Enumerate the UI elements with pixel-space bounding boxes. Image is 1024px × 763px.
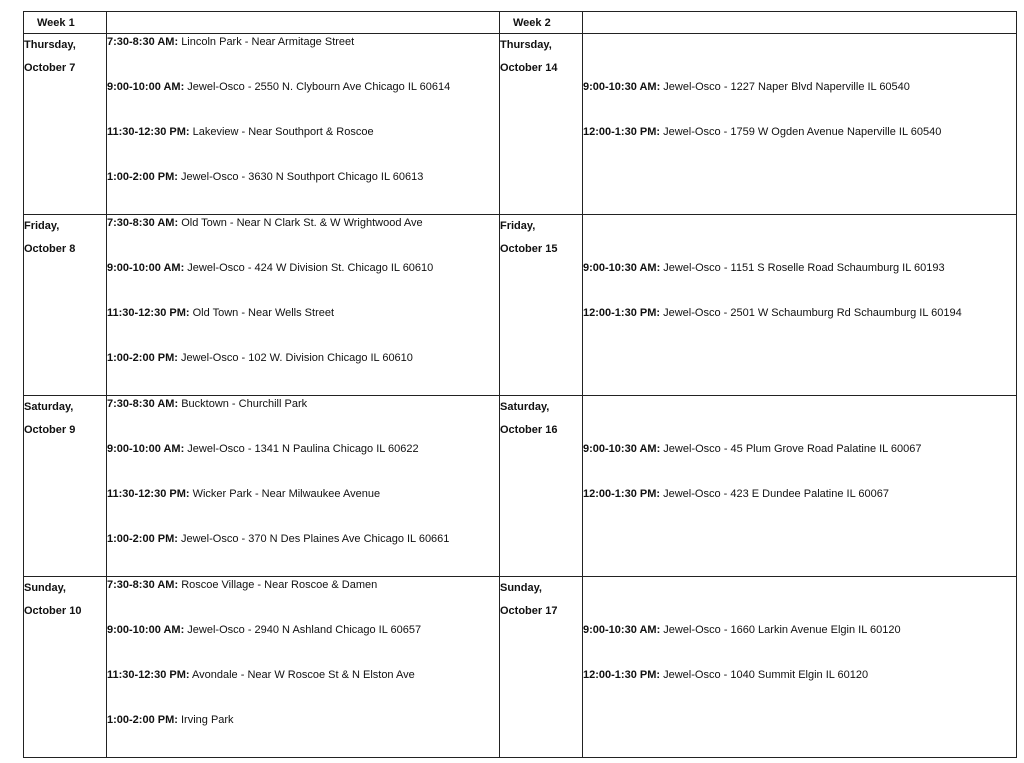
event-time: 7:30-8:30 AM: xyxy=(107,36,179,48)
week2-day-cell xyxy=(500,577,583,758)
event-entry xyxy=(107,124,499,169)
week1-events-cell xyxy=(107,215,500,396)
event-location: Old Town - Near N Clark St. & W Wrightwood Ave xyxy=(181,217,423,229)
week1-events-cell xyxy=(107,34,500,215)
event-entry xyxy=(107,169,499,214)
week2-header: Week 2 xyxy=(500,12,583,34)
event-entry xyxy=(107,577,499,622)
event-entry xyxy=(107,441,499,486)
event-entry xyxy=(107,396,499,441)
event-time: 9:00-10:30 AM: xyxy=(583,81,661,93)
event-entry xyxy=(583,667,1016,712)
week2-day-cell xyxy=(500,215,583,396)
event-location: Jewel-Osco - 1660 Larkin Avenue Elgin IL 60120 xyxy=(663,624,901,636)
event-entry xyxy=(107,34,499,79)
day-date: October 15 xyxy=(500,242,558,255)
event-entry xyxy=(583,622,1016,667)
day-weekday: Saturday, xyxy=(24,401,74,413)
event-location: Jewel-Osco - 102 W. Division Chicago IL 60610 xyxy=(180,352,413,364)
event-location: Jewel-Osco - 424 W Division St. Chicago IL 60610 xyxy=(187,262,434,274)
week2-events-cell xyxy=(583,396,1017,577)
schedule-table xyxy=(23,11,1017,758)
event-location: Irving Park xyxy=(180,714,234,726)
event-entry xyxy=(107,305,499,350)
week2-events-cell xyxy=(583,215,1017,396)
event-location: Avondale - Near W Roscoe St & N Elston Ave xyxy=(192,669,415,681)
event-time: 11:30-12:30 PM: xyxy=(107,126,190,138)
event-entry xyxy=(107,486,499,531)
day-date: October 14 xyxy=(500,61,558,74)
day-weekday: Friday, xyxy=(500,220,536,232)
event-location: Bucktown - Churchill Park xyxy=(181,398,308,410)
event-entry xyxy=(107,215,499,260)
week1-day-cell xyxy=(24,577,107,758)
event-time: 7:30-8:30 AM: xyxy=(107,398,179,410)
event-location: Jewel-Osco - 423 E Dundee Palatine IL 60067 xyxy=(663,488,889,500)
event-entry xyxy=(107,531,499,576)
day-weekday: Sunday, xyxy=(500,582,542,594)
day-weekday: Thursday, xyxy=(24,39,76,51)
week1-header: Week 1 xyxy=(24,12,107,34)
event-time: 12:00-1:30 PM: xyxy=(583,307,661,319)
event-entry xyxy=(583,305,1016,350)
week2-events-cell xyxy=(583,34,1017,215)
event-time: 1:00-2:00 PM: xyxy=(107,714,178,726)
event-location: Jewel-Osco - 1227 Naper Blvd Naperville IL 60540 xyxy=(663,81,910,93)
week2-events-cell xyxy=(583,577,1017,758)
event-entry xyxy=(583,79,1016,124)
event-time: 1:00-2:00 PM: xyxy=(107,171,178,183)
event-time: 7:30-8:30 AM: xyxy=(107,579,179,591)
week1-events-cell xyxy=(107,577,500,758)
event-time: 12:00-1:30 PM: xyxy=(583,669,661,681)
event-time: 9:00-10:30 AM: xyxy=(583,262,661,274)
day-date: October 16 xyxy=(500,423,558,436)
event-time: 9:00-10:00 AM: xyxy=(107,81,185,93)
week2-header-blank xyxy=(583,12,1017,34)
day-row xyxy=(24,396,1017,577)
event-time: 12:00-1:30 PM: xyxy=(583,126,661,138)
event-time: 9:00-10:30 AM: xyxy=(583,443,661,455)
day-row xyxy=(24,577,1017,758)
event-entry xyxy=(107,260,499,305)
event-location: Jewel-Osco - 1151 S Roselle Road Schaumburg IL 60193 xyxy=(663,262,945,274)
event-location: Lakeview - Near Southport & Roscoe xyxy=(192,126,374,138)
day-weekday: Friday, xyxy=(24,220,60,232)
event-time: 9:00-10:00 AM: xyxy=(107,624,185,636)
event-time: 11:30-12:30 PM: xyxy=(107,307,190,319)
event-time: 9:00-10:00 AM: xyxy=(107,443,185,455)
event-time: 1:00-2:00 PM: xyxy=(107,352,178,364)
day-row xyxy=(24,34,1017,215)
event-time: 11:30-12:30 PM: xyxy=(107,669,190,681)
event-location: Jewel-Osco - 1759 W Ogden Avenue Naperville IL 60540 xyxy=(663,126,942,138)
event-time: 9:00-10:30 AM: xyxy=(583,624,661,636)
event-entry xyxy=(107,79,499,124)
event-time: 9:00-10:00 AM: xyxy=(107,262,185,274)
event-entry xyxy=(583,124,1016,169)
week1-header-blank xyxy=(107,12,500,34)
day-weekday: Saturday, xyxy=(500,401,550,413)
event-location: Jewel-Osco - 2940 N Ashland Chicago IL 60657 xyxy=(187,624,422,636)
week1-day-cell xyxy=(24,215,107,396)
header-row xyxy=(24,12,1017,34)
day-date: October 8 xyxy=(24,242,76,255)
day-date: October 9 xyxy=(24,423,76,436)
event-entry xyxy=(107,622,499,667)
event-time: 11:30-12:30 PM: xyxy=(107,488,190,500)
event-entry xyxy=(583,441,1016,486)
event-entry xyxy=(107,712,499,757)
event-entry xyxy=(583,260,1016,305)
event-location: Wicker Park - Near Milwaukee Avenue xyxy=(192,488,381,500)
event-time: 12:00-1:30 PM: xyxy=(583,488,661,500)
week1-day-cell xyxy=(24,396,107,577)
event-entry xyxy=(583,486,1016,531)
event-location: Roscoe Village - Near Roscoe & Damen xyxy=(181,579,378,591)
day-weekday: Sunday, xyxy=(24,582,66,594)
week1-day-cell xyxy=(24,34,107,215)
event-time: 7:30-8:30 AM: xyxy=(107,217,179,229)
event-location: Old Town - Near Wells Street xyxy=(192,307,335,319)
event-location: Jewel-Osco - 1341 N Paulina Chicago IL 60622 xyxy=(187,443,419,455)
event-location: Jewel-Osco - 3630 N Southport Chicago IL 60613 xyxy=(180,171,424,183)
week2-day-cell xyxy=(500,34,583,215)
day-date: October 17 xyxy=(500,604,558,617)
day-weekday: Thursday, xyxy=(500,39,552,51)
event-time: 1:00-2:00 PM: xyxy=(107,533,178,545)
event-location: Lincoln Park - Near Armitage Street xyxy=(181,36,355,48)
event-location: Jewel-Osco - 1040 Summit Elgin IL 60120 xyxy=(663,669,869,681)
schedule-body xyxy=(24,12,1017,758)
day-date: October 10 xyxy=(24,604,82,617)
week1-events-cell xyxy=(107,396,500,577)
event-location: Jewel-Osco - 370 N Des Plaines Ave Chicago IL 60661 xyxy=(180,533,450,545)
event-location: Jewel-Osco - 45 Plum Grove Road Palatine IL 60067 xyxy=(663,443,922,455)
event-location: Jewel-Osco - 2501 W Schaumburg Rd Schaumburg IL 60194 xyxy=(663,307,962,319)
event-entry xyxy=(107,667,499,712)
event-entry xyxy=(107,350,499,395)
day-date: October 7 xyxy=(24,61,76,74)
week2-day-cell xyxy=(500,396,583,577)
day-row xyxy=(24,215,1017,396)
event-location: Jewel-Osco - 2550 N. Clybourn Ave Chicago IL 60614 xyxy=(187,81,451,93)
